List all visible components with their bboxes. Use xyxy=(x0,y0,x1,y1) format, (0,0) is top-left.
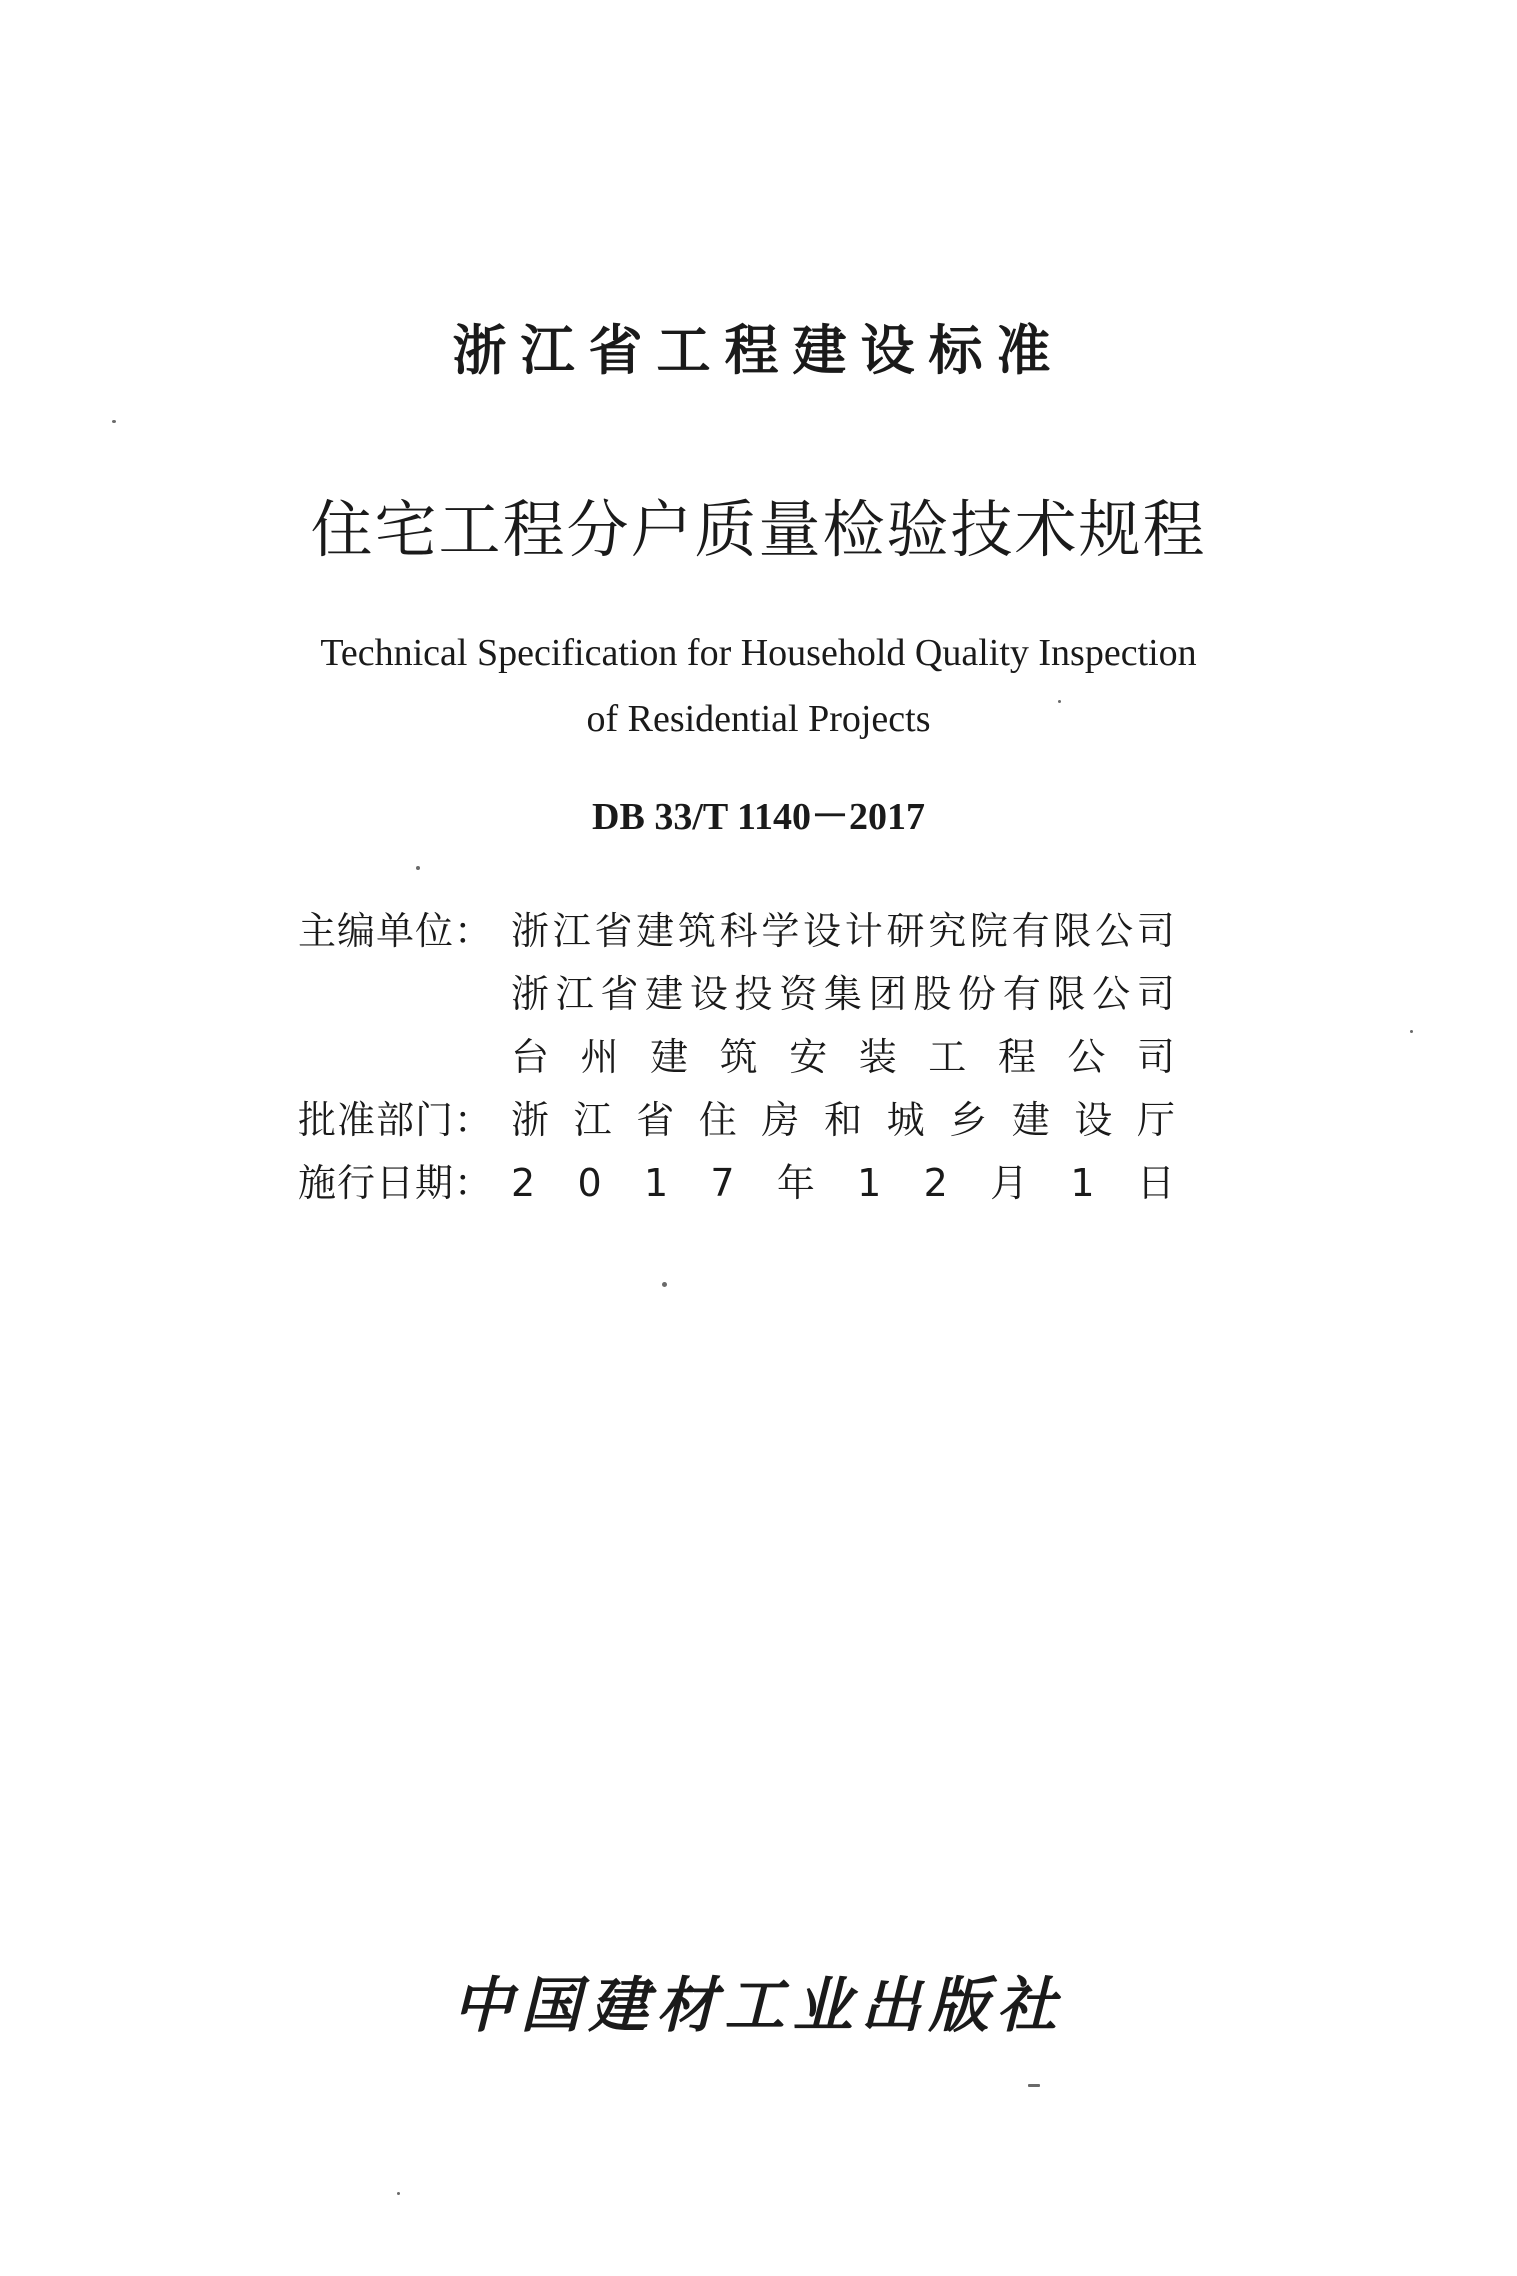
editor-row-1 xyxy=(298,900,1198,963)
series-title: 浙江省工程建设标准 xyxy=(452,319,1065,382)
approver-label: 批准部门： xyxy=(298,1098,494,1142)
publisher-name: 中国建材工业出版社 xyxy=(452,1971,1065,2041)
editor-label: 主编单位： xyxy=(298,909,494,953)
approver-row xyxy=(298,1089,1198,1152)
editor-3: 台 州 建 筑 安 装 工 程 公 司 xyxy=(511,1035,1175,1079)
english-title-line-1: Technical Specification for Household Quality Inspection xyxy=(320,632,1197,674)
scan-speck xyxy=(112,420,116,423)
editor-2: 浙 江 省 建 设 投 资 集 团 股 份 有 限 公 司 xyxy=(511,972,1175,1016)
english-title xyxy=(0,620,1517,752)
effective-date-label: 施行日期： xyxy=(298,1161,494,1205)
english-title-line-2: of Residential Projects xyxy=(586,698,931,740)
editor-row-2 xyxy=(298,963,1198,1026)
effective-date-row xyxy=(298,1152,1198,1215)
scan-speck xyxy=(397,2192,400,2195)
scan-speck xyxy=(1410,1030,1413,1033)
approver: 浙 江 省 住 房 和 城 乡 建 设 厅 xyxy=(511,1098,1175,1142)
scan-speck xyxy=(416,866,420,870)
scan-speck xyxy=(1028,2084,1040,2087)
editor-1: 浙 江 省 建 筑 科 学 设 计 研 究 院 有 限 公 司 xyxy=(511,909,1175,953)
effective-date: 2 0 1 7 年 1 2 月 1 日 xyxy=(511,1161,1175,1205)
chinese-title: 住宅工程分户质量检验技术规程 xyxy=(310,493,1207,566)
editor-row-3 xyxy=(298,1026,1198,1089)
scan-speck xyxy=(662,1282,667,1287)
standard-number: DB 33/T 1140－2017 xyxy=(592,796,925,838)
scan-speck xyxy=(1058,700,1061,703)
publication-info xyxy=(298,900,1198,1215)
